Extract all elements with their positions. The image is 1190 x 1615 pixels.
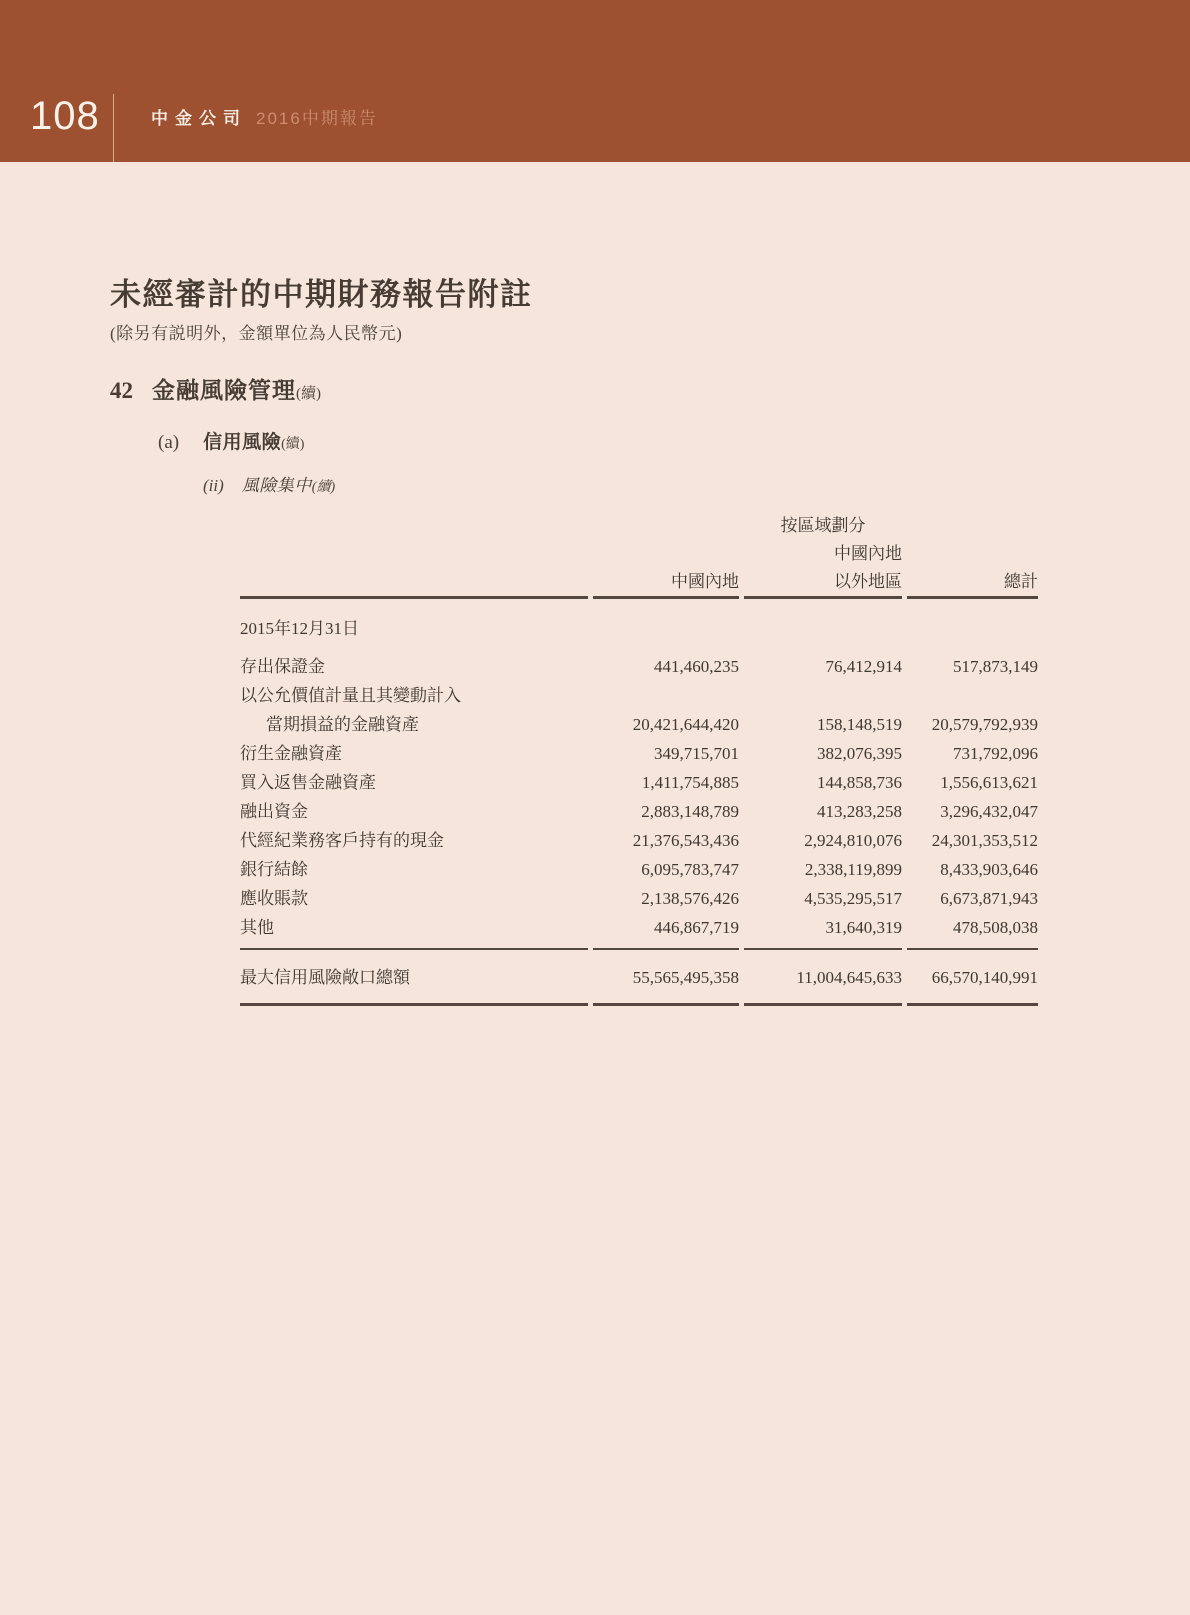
- total-outside: 11,004,645,633: [744, 948, 902, 1006]
- row-label: 應收賬款: [240, 889, 308, 908]
- table-row: [240, 913, 1038, 948]
- value-total: [907, 681, 1038, 710]
- table-row: [240, 652, 1038, 681]
- total-label: 最大信用風險敞口總額: [240, 948, 588, 1006]
- credit-risk-by-region-table: [235, 512, 1043, 1006]
- page-number: 108: [30, 94, 100, 138]
- subsection-ii-label: (ii): [203, 476, 224, 495]
- value-outside: 144,858,736: [817, 773, 902, 792]
- table-row: [240, 884, 1038, 913]
- total-total: 66,570,140,991: [907, 948, 1038, 1006]
- value-mainland: 349,715,701: [654, 744, 739, 763]
- subsection-ii-title: 風險集中: [241, 476, 312, 495]
- value-total: 24,301,353,512: [931, 831, 1038, 850]
- value-total: 3,296,432,047: [940, 802, 1038, 821]
- row-label: 存出保證金: [240, 657, 325, 676]
- table-row: [240, 826, 1038, 855]
- value-total: 20,579,792,939: [931, 715, 1038, 734]
- section-title: 金融風險管理: [152, 378, 296, 403]
- row-label: 代經紀業務客戶持有的現金: [240, 831, 444, 850]
- date-heading-row: [240, 599, 1038, 652]
- value-outside: 382,076,395: [817, 744, 902, 763]
- report-title: 2016中期報告: [256, 109, 378, 128]
- column-header-total: 總計: [907, 568, 1038, 599]
- value-mainland: 20,421,644,420: [632, 715, 739, 734]
- document-title: 未經審計的中期財務報告附註: [110, 277, 533, 312]
- document-subtitle: (除另有説明外，金額單位為人民幣元): [110, 324, 403, 343]
- table-row: [240, 768, 1038, 797]
- column-header-outside-mainland-line1: 中國內地: [834, 544, 902, 563]
- table-row: [240, 710, 1038, 739]
- value-mainland: 1,411,754,885: [641, 773, 739, 792]
- value-mainland: [593, 681, 739, 710]
- page-content: [0, 276, 1190, 1006]
- value-outside: 2,338,119,899: [804, 860, 902, 879]
- group-header: 按區域劃分: [780, 516, 866, 535]
- column-header-outside-mainland-line2: 以外地區: [744, 568, 902, 599]
- row-label: 其他: [240, 918, 274, 937]
- header-divider: [113, 94, 114, 162]
- table-row: [240, 797, 1038, 826]
- subsection-ii-heading: [203, 471, 1045, 496]
- section-continued-marker: (續): [296, 386, 321, 402]
- column-header-mainland: 中國內地: [593, 568, 739, 599]
- value-total: 6,673,871,943: [940, 889, 1038, 908]
- value-mainland: 2,883,148,789: [641, 802, 739, 821]
- value-outside: [744, 681, 902, 710]
- value-outside: 158,148,519: [817, 715, 902, 734]
- table-header: [240, 512, 1038, 599]
- value-total: 478,508,038: [953, 918, 1038, 937]
- column-header-row-1: [240, 540, 1038, 568]
- table-row: [240, 681, 1038, 710]
- date-heading: 2015年12月31日: [240, 619, 359, 638]
- company-name: 中金公司: [151, 109, 247, 128]
- subsection-a-heading: [158, 427, 1045, 454]
- value-mainland: 446,867,719: [654, 918, 739, 937]
- value-outside: 4,535,295,517: [804, 889, 902, 908]
- value-outside: 413,283,258: [817, 802, 902, 821]
- row-label: 銀行結餘: [240, 860, 308, 879]
- row-label: 買入返售金融資產: [240, 773, 376, 792]
- value-outside: 31,640,319: [825, 918, 902, 937]
- section-heading: [110, 372, 1045, 405]
- value-outside: 76,412,914: [825, 657, 902, 676]
- row-label: 以公允價值計量且其變動計入: [240, 686, 461, 705]
- total-mainland: 55,565,495,358: [593, 948, 739, 1006]
- subsection-a-label: (a): [158, 432, 180, 453]
- row-label: 衍生金融資產: [240, 744, 342, 763]
- table-row: [240, 855, 1038, 884]
- table-body: [240, 599, 1038, 1006]
- value-mainland: 441,460,235: [654, 657, 739, 676]
- table-row: [240, 739, 1038, 768]
- subsection-ii-continued-marker: (續): [311, 480, 336, 495]
- value-total: 517,873,149: [953, 657, 1038, 676]
- section-number: 42: [110, 378, 133, 403]
- value-total: 731,792,096: [953, 744, 1038, 763]
- subsection-a-title: 信用風險: [203, 432, 282, 453]
- value-total: 1,556,613,621: [940, 773, 1038, 792]
- column-header-row-2: [240, 568, 1038, 599]
- total-row: [240, 948, 1038, 1006]
- value-mainland: 6,095,783,747: [641, 860, 739, 879]
- value-outside: 2,924,810,076: [804, 831, 902, 850]
- row-label: 當期損益的金融資產: [266, 715, 419, 734]
- value-total: 8,433,903,646: [940, 860, 1038, 879]
- page-header-band: [0, 0, 1190, 162]
- value-mainland: 2,138,576,426: [641, 889, 739, 908]
- row-label: 融出資金: [240, 802, 308, 821]
- group-header-row: [240, 512, 1038, 540]
- subsection-a-continued-marker: (續): [281, 437, 305, 452]
- value-mainland: 21,376,543,436: [632, 831, 739, 850]
